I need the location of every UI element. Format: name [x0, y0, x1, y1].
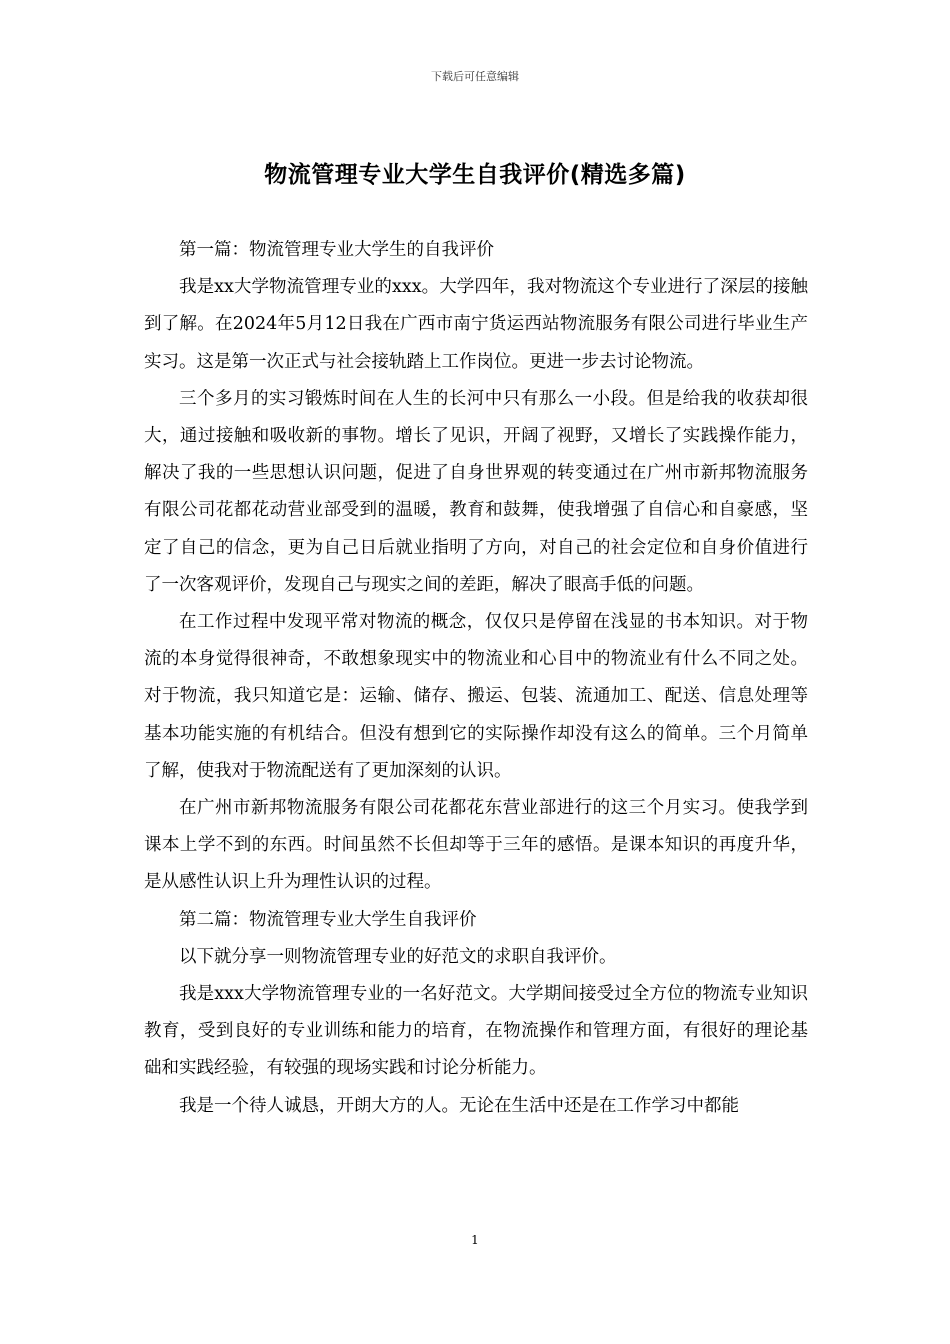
- paragraph: 在广州市新邦物流服务有限公司花都花东营业部进行的这三个月实习。使我学到课本上学不到的东西。时间虽然不长但却等于三年的感悟。是课本知识的再度升华，是从感性认识上升为理性认识的过程。: [144, 798, 808, 893]
- paragraph: 以下就分享一则物流管理专业的好范文的求职自我评价。: [179, 946, 617, 967]
- paragraph: 我是一个待人诚恳，开朗大方的人。无论在生活中还是在工作学习中都能: [179, 1095, 739, 1116]
- section-heading-2: 第二篇：物流管理专业大学生自我评价: [179, 909, 477, 930]
- paragraph: 我是xxx大学物流管理专业的一名好范文。大学期间接受过全方位的物流专业知识教育，受到良好的专业训练和能力的培育，在物流操作和管理方面，有很好的理论基础和实践经验，有较强的现场实践和讨论分析能力。: [144, 984, 808, 1079]
- document-title: 物流管理专业大学生自我评价(精选多篇): [264, 162, 686, 188]
- paragraph: 在工作过程中发现平常对物流的概念，仅仅只是停留在浅显的书本知识。对于物流的本身觉得很神奇，不敢想象现实中的物流业和心目中的物流业有什么不同之处。对于物流，我只知道它是：运输、储存、搬运、包装、流通加工、配送、信息处理等基本功能实施的有机结合。但没有想到它的实际操作却没有这么的简单。三个月简单了解，使我对于物流配送有了更加深刻的认识。: [144, 612, 808, 781]
- section-heading-1: 第一篇：物流管理专业大学生的自我评价: [179, 240, 494, 260]
- paragraph: 我是xx大学物流管理专业的xxx。大学四年，我对物流这个专业进行了深层的接触到了解。在2024年5月12日我在广西市南宁货运西站物流服务有限公司进行毕业生产实习。这是第一次正式与社会接轨踏上工作岗位。更进一步去讨论物流。: [144, 277, 808, 372]
- page-number: 1: [471, 1233, 479, 1247]
- header-note: 下载后可任意编辑: [431, 70, 519, 83]
- paragraph: 三个多月的实习锻炼时间在人生的长河中只有那么一小段。但是给我的收获却很大，通过接触和吸收新的事物。增长了见识，开阔了视野，又增长了实践操作能力，解决了我的一些思想认识问题，促进了自身世界观的转变通过在广州市新邦物流服务有限公司花都花动营业部受到的温暖，教育和鼓舞，使我增强了自信心和自豪感，坚定了自己的信念，更为自己日后就业指明了方向，对自己的社会定位和自身价值进行了一次客观评价，发现自己与现实之间的差距，解决了眼高手低的问题。: [144, 388, 808, 595]
- document-body: [144, 232, 808, 1125]
